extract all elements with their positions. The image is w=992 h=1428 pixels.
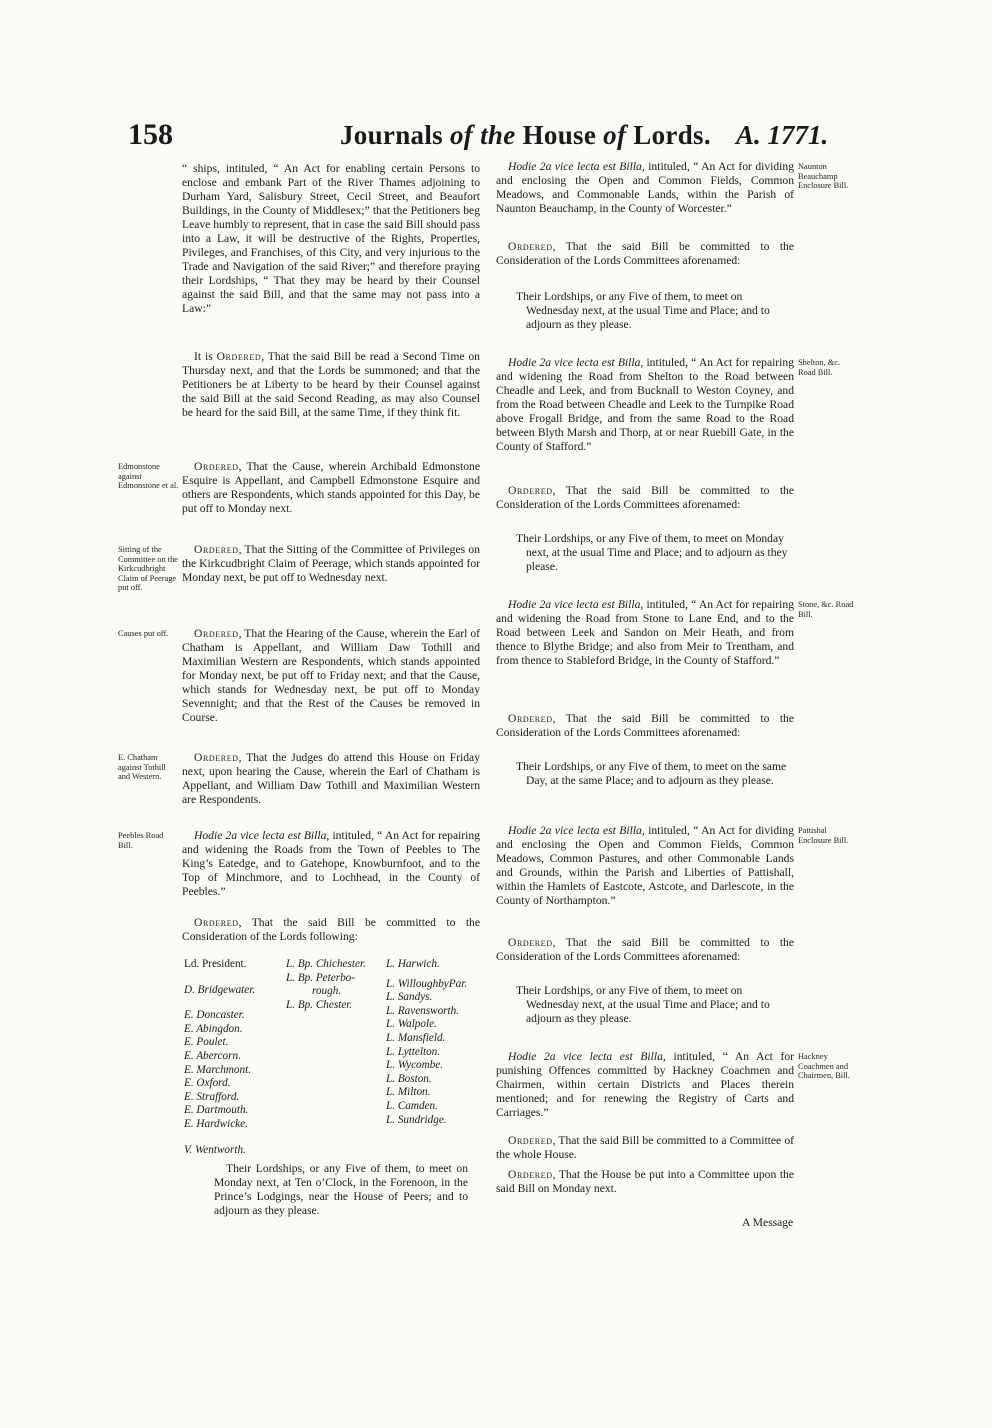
hackney-committed: Ordered, That the said Bill be committed to a Committee of the whole House. xyxy=(496,1134,794,1161)
margin-note-causes: Causes put off. xyxy=(118,629,169,638)
margin-note-stone: Stone, &c. Road Bill. xyxy=(798,600,854,619)
petition-paragraph: “ ships, intituled, “ An Act for enabling certain Persons to enclose and embank Part of the River Thames adjoining to Durham Yard, Salisbury Street, Cecil Street, and Beaufort Buildings, in the County of Middlesex;” that the Petitioners beg Leave humbly to represent, that in case the said Bill should pass into a Law, it will be destructive of the Rights, Properties, Pivileges, and Franchises, of this City, and very injurious to the Trade and Navigation of the said River;” and therefore praying their Lordships, “ That they may be heard by their Counsel against the said Bill, and that the same may not pass into a Law:” xyxy=(182,162,480,315)
margin-note-kirkcudbright: Sitting of the Committee on the Kirkcudbright Claim of Peerage put off. xyxy=(118,545,179,593)
page-number: 158 xyxy=(128,118,173,151)
naunton-committed: Ordered, That the said Bill be committed to the Consideration of the Lords Committees aforenamed: xyxy=(496,240,794,267)
stone-meeting: Their Lordships, or any Five of them, to meet on the same Day, at the same Place; and to adjourn as they please. xyxy=(516,760,787,787)
shelton-bill: Hodie 2a vice lecta est Billa, intituled, “ An Act for repairing and widening the Road from Shelton to the Road between Cheadle and Leek, and from Bucknall to Weston Coyney, and from the Road between Cheadle and Leek to the Turnpike Road above Frogall Bridge, and from the same Road to the Road between Blyth Marsh and Thorp, at or near Ruebill Gate, in the County of Stafford.” xyxy=(496,356,794,453)
stone-committed: Ordered, That the said Bill be committed to the Consideration of the Lords Committees aforenamed: xyxy=(496,712,794,739)
stone-bill: Hodie 2a vice lecta est Billa, intituled, “ An Act for repairing and widening the Road from Stone to Lane End, and to the Road between Leek and Sandon on Meir Heath, and from thence to Blythe Bridge; and also from Meir to Trentham, and from thence to Stableford Bridge, in the County of Stafford.” xyxy=(496,598,794,667)
journal-title: Journals of the House of Lords. xyxy=(340,120,711,150)
margin-note-naunton: Naunton Beauchamp Enclosure Bill. xyxy=(798,162,849,191)
year: A. 1771. xyxy=(736,120,829,150)
order-edmonstone: Ordered, That the Cause, wherein Archibald Edmonstone Esquire is Appellant, and Campbell Edmonstone Esquire and others are Respondents, which stands appointed for this Day, be put off to Monday next. xyxy=(182,460,480,515)
margin-note-shelton: Shelton, &c. Road Bill. xyxy=(798,358,841,377)
pattishal-committed: Ordered, That the said Bill be committed to the Consideration of the Lords Committees aforenamed: xyxy=(496,936,794,963)
naunton-bill: Hodie 2a vice lecta est Billa, intituled, “ An Act for dividing and enclosing the Open and Common Fields, Common Meadows, and Commonable Lands, within the Parish of Naunton Beauchamp, in the County of Worcester.” xyxy=(496,160,794,215)
naunton-meeting: Their Lordships, or any Five of them, to meet on Wednesday next, at the usual Time and Place; and to adjourn as they please. xyxy=(516,290,770,331)
order-judges: Ordered, That the Judges do attend this House on Friday next, upon hearing the Cause, wherein the Earl of Chatham is Appellant, and William Daw Tothill and Maximilian Western are Respondents. xyxy=(182,751,480,806)
lords-column-2: L. Bp. Chichester. L. Bp. Peterbo- rough. L. Bp. Chester. xyxy=(286,958,366,1011)
catchword: A Message xyxy=(742,1216,794,1229)
margin-note-hackney: Hackney Coachmen and Chairmen, Bill. xyxy=(798,1052,850,1081)
pattishal-meeting: Their Lordships, or any Five of them, to meet on Wednesday next, at the usual Time and Place; and to adjourn as they please. xyxy=(516,984,770,1025)
margin-note-chatham: E. Chatham against Tothill and Western. xyxy=(118,753,166,782)
order-kirkcudbright: Ordered, That the Sitting of the Committee of Privileges on the Kirkcudbright Claim of Peerage, which stands appointed for Monday next, be put off to Wednesday next. xyxy=(182,543,480,584)
peebles-bill: Hodie 2a vice lecta est Billa, intituled, “ An Act for repairing and widening the Roads from the Town of Peebles to The King’s Eatedge, and to Gatehope, Knowburnfoot, and to the Top of Minchmore, and to Lochhead, in the County of Peebles.” xyxy=(182,829,480,898)
lords-column-1: Ld. President. D. Bridgewater. E. Doncaster. E. Abingdon. E. Poulet. E. Abercorn. E. Marchmont. E. Oxford. E. Strafford. E. Dartmouth. E. Hardwicke. V. Wentworth. xyxy=(184,958,256,1156)
hackney-bill: Hodie 2a vice lecta est Billa, intituled, “ An Act for punishing Offences committed by Hackney Coachmen and Chairmen, within certain Districts and Places therein mentioned; and for renewing the Registry of Carts and Carriages.” xyxy=(496,1050,794,1119)
second-reading-order: It is Ordered, That the said Bill be read a Second Time on Thursday next, and that the Lords be summoned; and that the Petitioners be at Liberty to be heard by their Counsel against the said Bill at the said Second Reading, as may also Counsel be heard for the said Bill, at the same Time, if they think fit. xyxy=(182,350,480,419)
margin-note-peebles: Peebles Road Bill. xyxy=(118,831,164,850)
hackney-house-order: Ordered, That the House be put into a Committee upon the said Bill on Monday next. xyxy=(496,1168,794,1195)
shelton-meeting: Their Lordships, or any Five of them, to meet on Monday next, at the usual Time and Place; and to adjourn as they please. xyxy=(516,532,788,573)
peebles-committed: Ordered, That the said Bill be committed to the Consideration of the Lords following: xyxy=(182,916,480,943)
pattishal-bill: Hodie 2a vice lecta est Billa, intituled, “ An Act for dividing and enclosing the Open and Common Fields, Common Meadows, Common Pastures, and other Commonable Lands and Grounds, within the Parish and Liberties of Pattishall, within the Hamlets of Eastcote, Astcote, and Darlescote, in the County of Northampton.” xyxy=(496,824,794,907)
running-header xyxy=(0,118,992,158)
peebles-meeting: Their Lordships, or any Five of them, to meet on Monday next, at Ten o’Clock, in the Forenoon, in the Prince’s Lodgings, near the House of Peers; and to adjourn as they please. xyxy=(214,1162,468,1217)
margin-note-pattishal: Pattishal Enclosure Bill. xyxy=(798,826,849,845)
order-causes: Ordered, That the Hearing of the Cause, wherein the Earl of Chatham is Appellant, and William Daw Tothill and Maximilian Western are Respondents, which stands appointed for Monday next, be put off to Friday next; and that the Cause, which stands for Wednesday next, be put off to Monday Sevennight; and that the Rest of the Causes be removed in Course. xyxy=(182,627,480,724)
shelton-committed: Ordered, That the said Bill be committed to the Consideration of the Lords Committees aforenamed: xyxy=(496,484,794,511)
margin-note-edmonstone: Edmonstone against Edmonstone et al. xyxy=(118,462,179,491)
lords-column-3: L. Harwich. L. WilloughbyPar. L. Sandys. L. Ravensworth. L. Walpole. L. Mansfield. L. Lyttelton. L. Wycombe. L. Boston. L. Milton. L. Camden. L. Sundridge. xyxy=(386,958,468,1126)
